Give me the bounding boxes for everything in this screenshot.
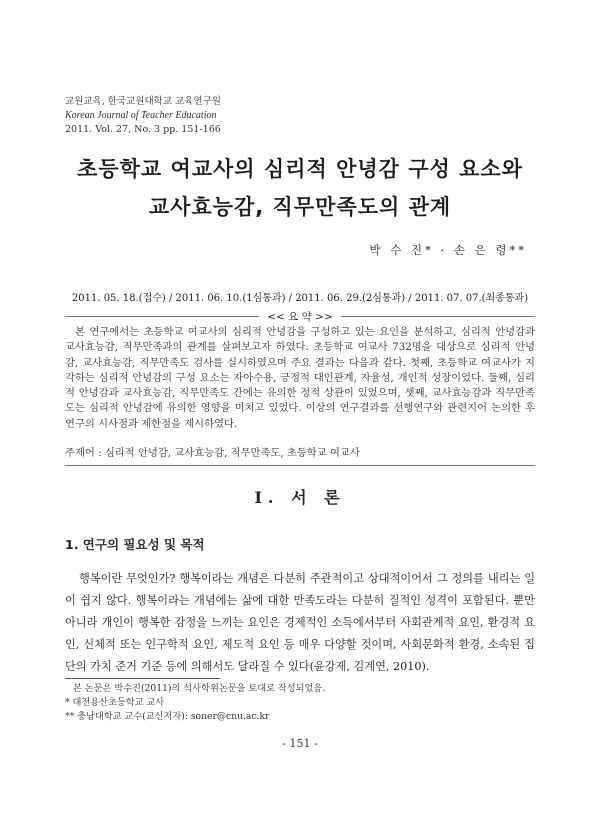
body-paragraph-text: 행복이란 무엇인가? 행복이라는 개념은 다분히 주관적이고 상대적이어서 그 정의를 내리는 일이 쉽지 않다. 행복이라는 개념에는 삶에 대한 만족도라는 다분히 질적인 성격이 포함된다. 뿐만 아니라 개인이 행복한 감정을 느끼는 요인은 경제적인 소득에서부터 사회관계적 요인, 환경적 요인, 신체적 또는 인구학적 요인, 제도적 요인 등 매우 다양할 것이며, 사회문화적 환경, 소속된 집단의 가치 준거 기준 등에 의해서도 달라질 수 있다(윤강제, 김계연, 2010). (65, 572, 535, 673)
footnote-author1: * 대전용산초등학교 교사 (65, 697, 165, 708)
paper-title-line1: 초등학교 여교사의 심리적 안녕감 구성 요소와 (77, 157, 523, 181)
authors: 박 수 진* · 손 은 령** (369, 243, 527, 257)
journal-name-english: Korean Journal of Teacher Education (65, 110, 217, 121)
body-paragraph (65, 568, 535, 678)
section-title: Ⅰ. 서 론 (254, 488, 346, 507)
submission-dates: 2011. 05. 18.(접수) / 2011. 06. 10.(1심통과) / 2011. 06. 29.(2심통과) / 2011. 07. 07.(최종통과) (71, 293, 529, 304)
footnotes (65, 682, 325, 724)
abstract-heading-label: << 요 약 >> (259, 311, 341, 323)
subsection-title: 1. 연구의 필요성 및 목적 (65, 537, 205, 552)
abstract-heading (0, 309, 600, 324)
footnote-author2: ** 충남대학교 교수(교신저자): soner@cnu.ac.kr (65, 711, 270, 722)
abstract-bottom-rule (65, 465, 535, 466)
footnote-thesis: 본 논문은 박수진(2011)의 석사학위논문을 토대로 작성되었음. (73, 683, 326, 694)
journal-volume: 2011. Vol. 27, No. 3 pp. 151-166 (65, 124, 221, 135)
paper-title (0, 150, 600, 226)
journal-name-korean: 교원교육, 한국교원대학교 교육연구원 (65, 96, 221, 107)
paper-title-line2: 교사효능감, 직무만족도의 관계 (148, 195, 452, 219)
keywords: 주제어 : 심리적 안녕감, 교사효능감, 직무만족도, 초등학교 여교사 (65, 447, 360, 459)
page-number: - 151 - (282, 737, 318, 750)
abstract (65, 325, 535, 432)
journal-info (65, 95, 221, 137)
footnote-rule (65, 678, 220, 679)
abstract-text: 본 연구에서는 초등학교 여교사의 심리적 안녕감을 구성하고 있는 요인을 분석하고, 심리적 안녕감과 교사효능감, 직무만족과의 관계를 살펴보고자 하였다. 초등학교 여교사 732명을 대상으로 심리적 안녕감, 교사효능감, 직무만족도 검사를 실시하였으며 주요 결과는 다음과 같다. 첫째, 초등학교 여교사가 지각하는 심리적 안녕감의 구성 요소는 자아수용, 긍정적 대인관계, 자율성, 개인적 성장이었다. 둘째, 심리적 안녕감과 교사효능감, 직무만족도 간에는 유의한 정적 상관이 있었으며, 셋째, 교사효능감과 직무만족도는 심리적 안녕감에 유의한 영향을 미치고 있었다. 이상의 연구결과를 선행연구와 관련지어 논의한 후 연구의 시사점과 제한점을 제시하였다. (65, 326, 535, 430)
